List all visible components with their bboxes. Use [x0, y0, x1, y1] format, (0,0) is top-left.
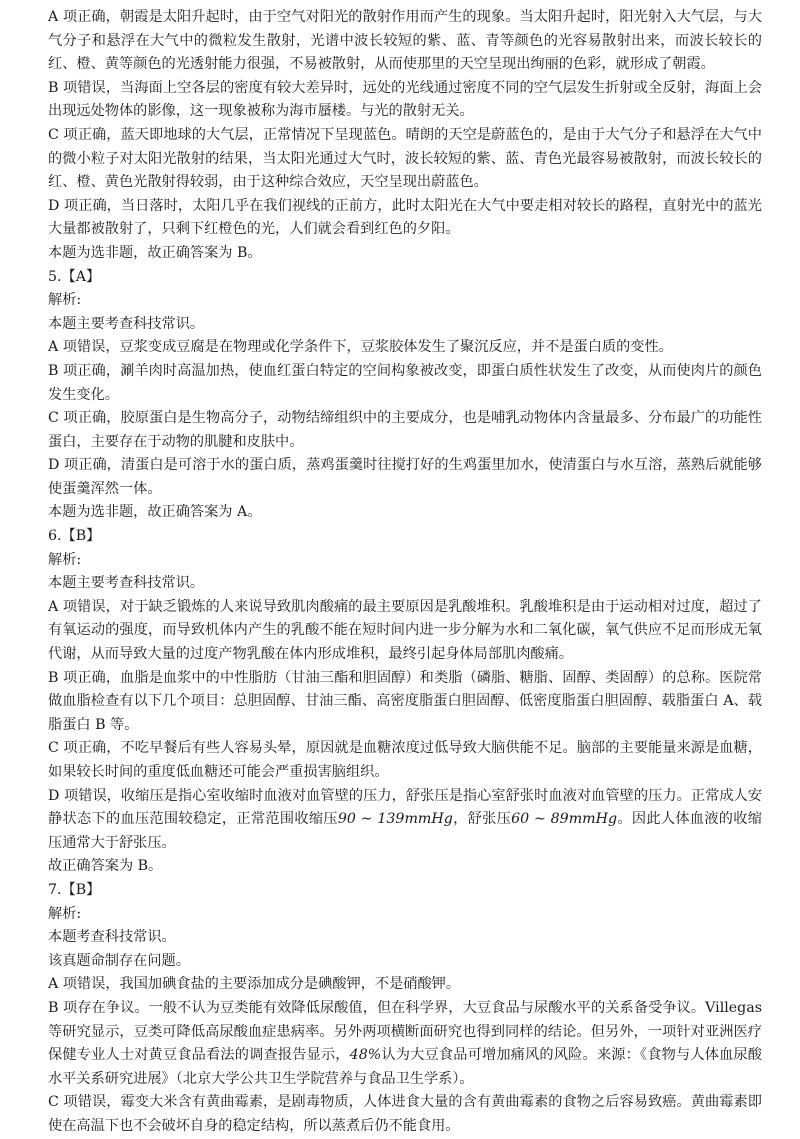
paragraph-6d-text: ，舒张压	[452, 811, 512, 828]
paragraph-7b	[48, 997, 762, 1091]
paragraph-5b: B 项正确，涮羊肉时高温加热，使血红蛋白特定的空间构象被改变，即蛋白质性状发生了改变，从而使肉片的颜色发生变化。	[48, 362, 762, 403]
diastolic-range-formula: 60 ∼ 89mmHg	[511, 811, 618, 828]
systolic-range-formula: 90 ∼ 139mmHg	[337, 811, 453, 828]
paragraph-7a: A 项错误，我国加碘食盐的主要添加成分是碘酸钾，不是硝酸钾。	[48, 976, 461, 993]
paragraph-6d	[48, 785, 762, 856]
paragraph-5a: A 项错误，豆浆变成豆腐是在物理或化学条件下，豆浆胶体发生了聚沉反应，并不是蛋白质的变性。	[48, 339, 673, 356]
paragraph-b-mirage: B 项错误，当海面上空各层的密度有较大差异时，远处的光线通过密度不同的空气层发生折射或全反射，海面上会出现远处物体的影像，这一现象被称为海市蜃楼。与光的散射无关。	[48, 79, 762, 120]
paragraph-6c: C 项正确，不吃早餐后有些人容易头晕，原因就是血糖浓度过低导致大脑供能不足。脑部的主要能量来源是血糖，如果较长时间的重度低血糖还可能会严重损害脑组织。	[48, 740, 762, 780]
topic-line: 本题主要考查科技常识。	[48, 315, 205, 332]
question-issue-note: 该真题命制存在问题。	[48, 952, 190, 969]
analysis-label: 解析:	[48, 292, 82, 309]
paragraph-6d-text: 。因此人体血液的收缩压通常大于舒张压。	[48, 811, 762, 851]
paragraph-6d-text: D 项错误，收缩压是指心室收缩时血液对血管壁的压力，舒张压是指心室舒张时血液对血管壁的压力。正常成人安静状态下的血压范围较稳定，正常范围收缩压	[48, 787, 762, 828]
percent-formula: 48%	[349, 1047, 382, 1064]
paragraph-a-sunrise: A 项正确，朝霞是太阳升起时，由于空气对阳光的散射作用而产生的现象。当太阳升起时，阳光射入大气层，与大气分子和悬浮在大气中的微粒发生散射，光谱中波长较短的紫、蓝、青等颜色的光容易散射出来，而波长较长的红、橙、黄等颜色的光透射能力很强，不易被散射，从而使那里的天空呈现出绚丽的色彩，就形成了朝霞。	[48, 9, 762, 73]
paragraph-5d: D 项正确，清蛋白是可溶于水的蛋白质，蒸鸡蛋羹时往搅打好的生鸡蛋里加水，使清蛋白与水互溶，蒸熟后就能够使蛋羹浑然一体。	[48, 457, 762, 497]
topic-line: 本题主要考查科技常识。	[48, 575, 205, 592]
question-heading-6: 6.【B】	[48, 528, 101, 545]
paragraph-6a: A 项错误，对于缺乏锻炼的人来说导致肌肉酸痛的最主要原因是乳酸堆积。乳酸堆积是由于运动相对过度，超过了有氧运动的强度，而导致机体内产生的乳酸不能在短时间内进一步分解为水和二氧化碳，氧气供应不足而形成无氧代谢，从而导致大量的过度产物乳酸在体内形成堆积，最终引起身体局部肌肉酸痛。	[48, 598, 762, 663]
paragraph-5c: C 项正确，胶原蛋白是生物高分子，动物结缔组织中的主要成分，也是哺乳动物体内含量最多、分布最广的功能性蛋白，主要存在于动物的肌腱和皮肤中。	[48, 410, 762, 450]
paragraph-c-blue-sky: C 项正确，蓝天即地球的大气层，正常情况下呈现蓝色。晴朗的天空是蔚蓝色的，是由于大气分子和悬浮在大气中的微小粒子对太阳光散射的结果，当太阳光通过大气时，波长较短的紫、蓝、青色光最容易被散射，而波长较长的红、橙、黄色光散射得较弱，由于这种综合效应，天空呈现出蔚蓝色。	[48, 126, 762, 191]
paragraph-7b-text: B 项存在争议。一般不认为豆类能有效降低尿酸值，但在科学界，大豆食品与尿酸水平的关系备受争议。Villegas 等研究显示，豆类可降低高尿酸血症患病率。另外两项横断面研究也得到同样的结论。但另外，一项针对亚洲医疗保健专业人士对黄豆食品看法的调查报告显示，	[48, 999, 762, 1064]
paragraph-6b: B 项正确，血脂是血浆中的中性脂肪（甘油三酯和胆固醇）和类脂（磷脂、糖脂、固醇、类固醇）的总称。医院常做血脂检查有以下几个项目：总胆固醇、甘油三酯、高密度脂蛋白胆固醇、低密度脂蛋白胆固醇、载脂蛋白 A、载脂蛋白 B 等。	[48, 669, 762, 733]
paragraph-7b-text: 认为大豆食品可增加痛风的风险。来源：《食物与人体血尿酸水平关系研究进展》（北京大学公共卫生学院营养与食品卫生学系）。	[48, 1047, 762, 1087]
analysis-label: 解析:	[48, 551, 82, 568]
paragraph-7c: C 项错误，霉变大米含有黄曲霉素，是剧毒物质，人体进食大量的含有黄曲霉素的食物之后容易致癌。黄曲霉素即使在高温下也不会破坏自身的稳定结构，所以蒸煮后仍不能食用。	[48, 1094, 762, 1134]
analysis-label: 解析:	[48, 905, 82, 922]
answer-line-4: 本题为选非题，故正确答案为 B。	[48, 244, 262, 261]
paragraph-d-sunset: D 项正确，当日落时，太阳几乎在我们视线的正前方，此时太阳光在大气中要走相对较长的路程，直射光中的蓝光大量都被散射了，只剩下红橙色的光，人们就会看到红色的夕阳。	[48, 197, 762, 238]
question-heading-5: 5.【A】	[48, 268, 101, 285]
answer-line-6: 故正确答案为 B。	[48, 858, 163, 875]
topic-line: 本题考查科技常识。	[48, 929, 176, 946]
answer-line-5: 本题为选非题，故正确答案为 A。	[48, 504, 262, 521]
question-heading-7: 7.【B】	[48, 881, 101, 898]
